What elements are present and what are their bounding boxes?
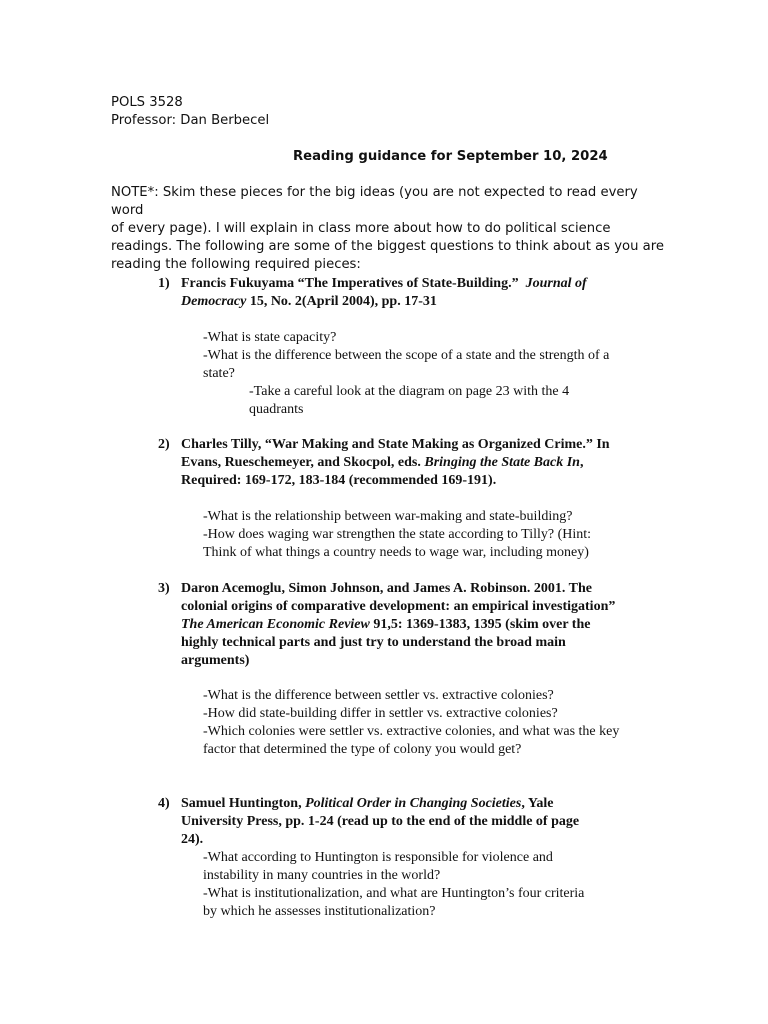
question: -How does waging war strengthen the state according to Tilly? (Hint: [203,527,592,542]
sub-note-line: quadrants [249,402,304,417]
note-paragraph [111,184,671,274]
question-list [203,849,673,921]
reading-number: 4) [158,796,170,811]
book-title: Political Order in Changing Societies [305,796,522,811]
journal-title: Journal of [525,276,587,291]
question: -Which colonies were settler vs. extractive colonies, and what was the key [203,724,620,739]
citation-text: , [579,455,584,470]
citation-text: colonial origins of comparative development: an empirical investigation” [181,599,616,614]
citation-text: 15, No. 2(April 2004), pp. 17-31 [246,294,437,309]
citation-text: , Yale [521,796,554,811]
journal-title: The American Economic Review [181,617,370,632]
note-line: reading the following required pieces: [111,257,361,272]
question: -How did state-building differ in settler vs. extractive colonies? [203,706,558,721]
reading-number: 2) [158,437,170,452]
question: by which he assesses institutionalization? [203,904,436,919]
note-line: of every page). I will explain in class more about how to do political science [111,221,611,236]
sub-note-line: -Take a careful look at the diagram on page 23 with the 4 [249,384,570,399]
question: -What is the relationship between war-making and state-building? [203,509,573,524]
question: factor that determined the type of colony you would get? [203,742,522,757]
question: state? [203,366,235,381]
question: -What is the difference between the scope of a state and the strength of a [203,348,610,363]
citation-text: arguments) [181,653,250,668]
sub-note [249,383,649,419]
reading-citation [181,436,661,490]
reading-citation [181,580,661,670]
citation-text: Charles Tilly, “War Making and State Making as Organized Crime.” In [181,437,610,452]
note-line: NOTE*: Skim these pieces for the big ideas (you are not expected to read every word [111,185,638,218]
question: instability in many countries in the world? [203,868,441,883]
question: -What is the difference between settler vs. extractive colonies? [203,688,554,703]
question-list [203,508,673,562]
reading-citation [181,795,661,849]
reading-citation [181,275,661,311]
citation-text: 24). [181,832,204,847]
book-title: Bringing the State Back In [424,455,580,470]
reading-number: 1) [158,276,170,291]
question: Think of what things a country needs to wage war, including money) [203,545,589,560]
note-line: readings. The following are some of the biggest questions to think about as you are [111,239,664,254]
citation-text: highly technical parts and just try to understand the broad main [181,635,566,650]
professor-name: Professor: Dan Berbecel [111,113,270,128]
citation-text: Samuel Huntington, [181,796,306,811]
question: -What is institutionalization, and what are Huntington’s four criteria [203,886,585,901]
citation-text: 91,5: 1369-1383, 1395 (skim over the [369,617,591,632]
course-code: POLS 3528 [111,95,183,110]
reading-number: 3) [158,581,170,596]
citation-text: Daron Acemoglu, Simon Johnson, and James A. Robinson. 2001. The [181,581,593,596]
citation-text: Required: 169-172, 183-184 (recommended 169-191). [181,473,497,488]
page-title: Reading guidance for September 10, 2024 [293,149,608,164]
citation-text: Francis Fukuyama “The Imperatives of State-Building.” [181,276,519,291]
citation-text: Evans, Rueschemeyer, and Skocpol, eds. [181,455,425,470]
question-list [203,329,673,383]
question-list [203,687,673,759]
citation-text: University Press, pp. 1-24 (read up to the end of the middle of page [181,814,580,829]
question: -What according to Huntington is responsible for violence and [203,850,553,865]
journal-title: Democracy [181,294,247,309]
question: -What is state capacity? [203,330,337,345]
